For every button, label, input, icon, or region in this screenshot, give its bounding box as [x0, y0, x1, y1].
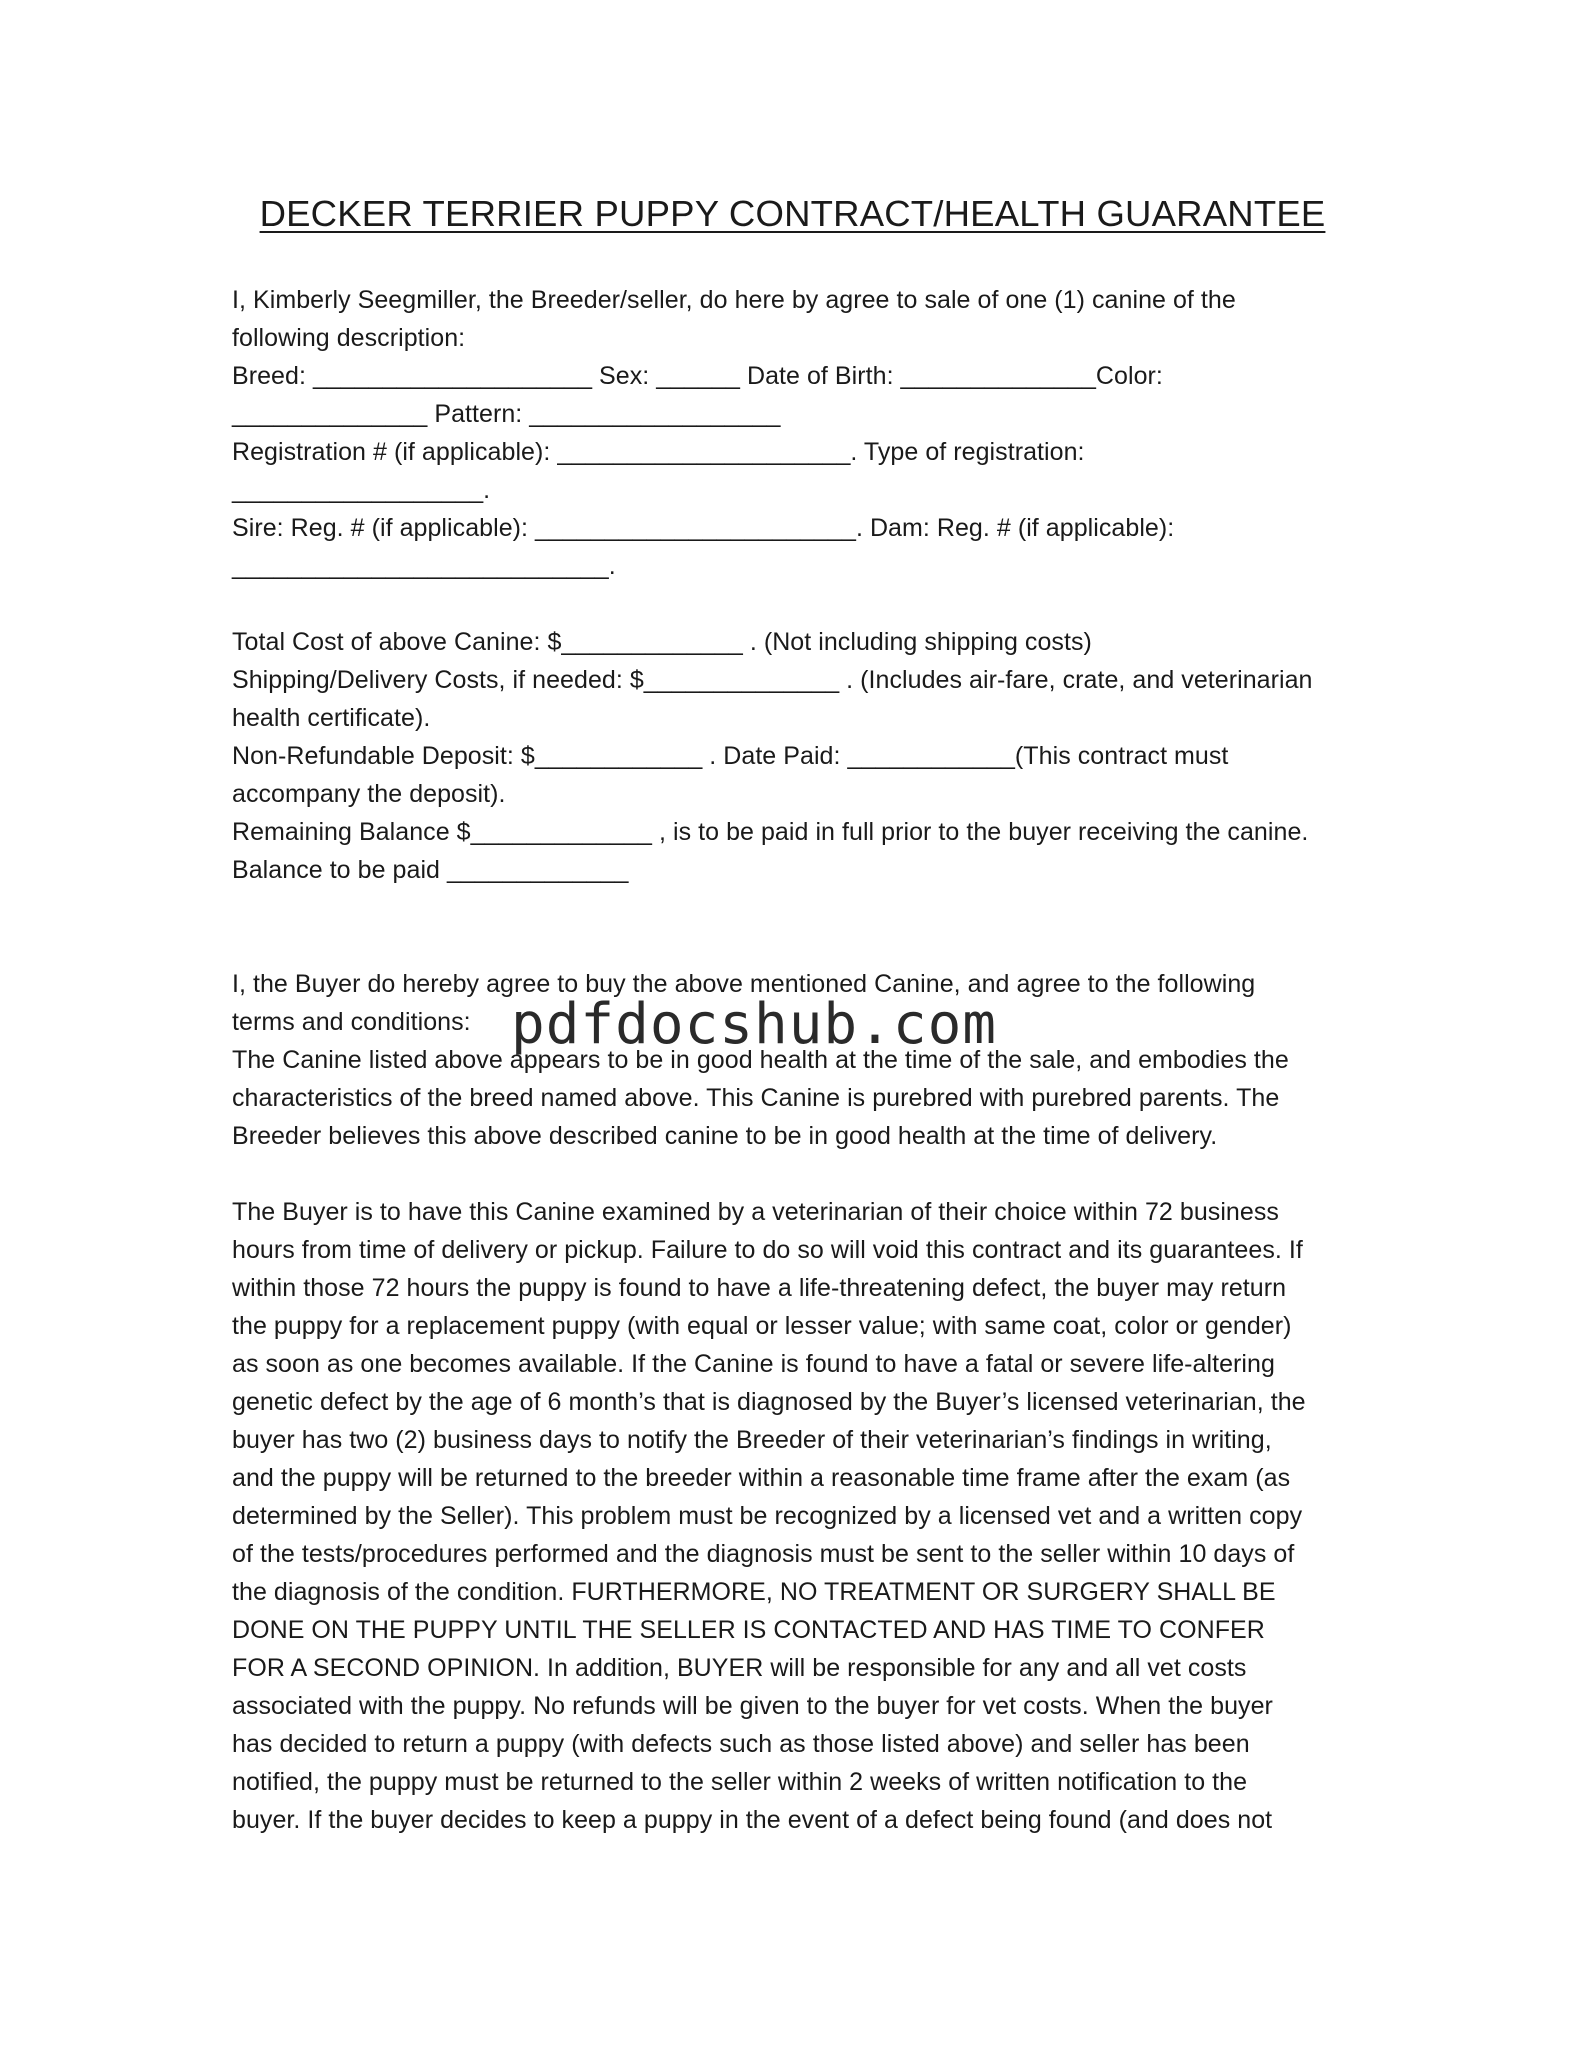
body-line: health certificate). [232, 704, 431, 732]
body-line: within those 72 hours the puppy is found to have a life-threatening defect, the buyer may return [232, 1274, 1287, 1302]
body-line: Shipping/Delivery Costs, if needed: $______________ . (Includes air-fare, crate, and veterinarian [232, 666, 1313, 694]
body-line: The Buyer is to have this Canine examined by a veterinarian of their choice within 72 business [232, 1198, 1279, 1226]
body-line: buyer has two (2) business days to notify the Breeder of their veterinarian’s findings in writing, [232, 1426, 1272, 1454]
body-line: genetic defect by the age of 6 month’s that is diagnosed by the Buyer’s licensed veterinarian, the [232, 1388, 1306, 1416]
body-line: I, the Buyer do hereby agree to buy the above mentioned Canine, and agree to the following [232, 970, 1256, 998]
body-line: Remaining Balance $_____________ , is to be paid in full prior to the buyer receiving the canine. [232, 818, 1309, 846]
body-line: characteristics of the breed named above. This Canine is purebred with purebred parents. The [232, 1084, 1280, 1112]
body-line: buyer. If the buyer decides to keep a puppy in the event of a defect being found (and does not [232, 1806, 1273, 1834]
body-line: Balance to be paid _____________ [232, 856, 629, 884]
body-line: determined by the Seller). This problem must be recognized by a licensed vet and a written copy [232, 1502, 1303, 1530]
watermark-text: pdfdocshub.com [511, 992, 998, 1057]
body-line: __________________. [232, 476, 491, 504]
body-line: has decided to return a puppy (with defects such as those listed above) and seller has been [232, 1730, 1250, 1758]
body-line: ______________ Pattern: __________________ [232, 400, 781, 428]
body-line: of the tests/procedures performed and the diagnosis must be sent to the seller within 10 days of [232, 1540, 1295, 1568]
body-line: hours from time of delivery or pickup. Failure to do so will void this contract and its guarantees. If [232, 1236, 1303, 1264]
body-line: Breed: ____________________ Sex: ______ Date of Birth: ______________Color: [232, 362, 1163, 390]
body-line: ___________________________. [232, 552, 616, 580]
body-line: notified, the puppy must be returned to the seller within 2 weeks of written notification to the [232, 1768, 1248, 1796]
body-line: Sire: Reg. # (if applicable): _______________________. Dam: Reg. # (if applicable): [232, 514, 1175, 542]
body-line: I, Kimberly Seegmiller, the Breeder/seller, do here by agree to sale of one (1) canine of the [232, 286, 1236, 314]
document-title: DECKER TERRIER PUPPY CONTRACT/HEALTH GUARANTEE [259, 193, 1326, 234]
body-line: and the puppy will be returned to the breeder within a reasonable time frame after the exam (as [232, 1464, 1291, 1492]
body-line: DONE ON THE PUPPY UNTIL THE SELLER IS CONTACTED AND HAS TIME TO CONFER [232, 1616, 1265, 1644]
body-line: following description: [232, 324, 466, 352]
body-line: accompany the deposit). [232, 780, 506, 808]
body-line: Total Cost of above Canine: $_____________ . (Not including shipping costs) [232, 628, 1092, 656]
body-line: the puppy for a replacement puppy (with equal or lesser value; with same coat, color or gender) [232, 1312, 1292, 1340]
body-line: Breeder believes this above described canine to be in good health at the time of delivery. [232, 1122, 1218, 1150]
body-line: The Canine listed above appears to be in good health at the time of the sale, and embodies the [232, 1046, 1289, 1074]
body-line: Registration # (if applicable): _____________________. Type of registration: [232, 438, 1085, 466]
body-line: the diagnosis of the condition. FURTHERMORE, NO TREATMENT OR SURGERY SHALL BE [232, 1578, 1276, 1606]
body-line: associated with the puppy. No refunds will be given to the buyer for vet costs. When the buyer [232, 1692, 1273, 1720]
body-line: as soon as one becomes available. If the Canine is found to have a fatal or severe life-altering [232, 1350, 1275, 1378]
body-line: Non-Refundable Deposit: $____________ . Date Paid: ____________(This contract must [232, 742, 1229, 770]
body-line: terms and conditions: [232, 1008, 471, 1036]
body-line: FOR A SECOND OPINION. In addition, BUYER will be responsible for any and all vet costs [232, 1654, 1247, 1682]
